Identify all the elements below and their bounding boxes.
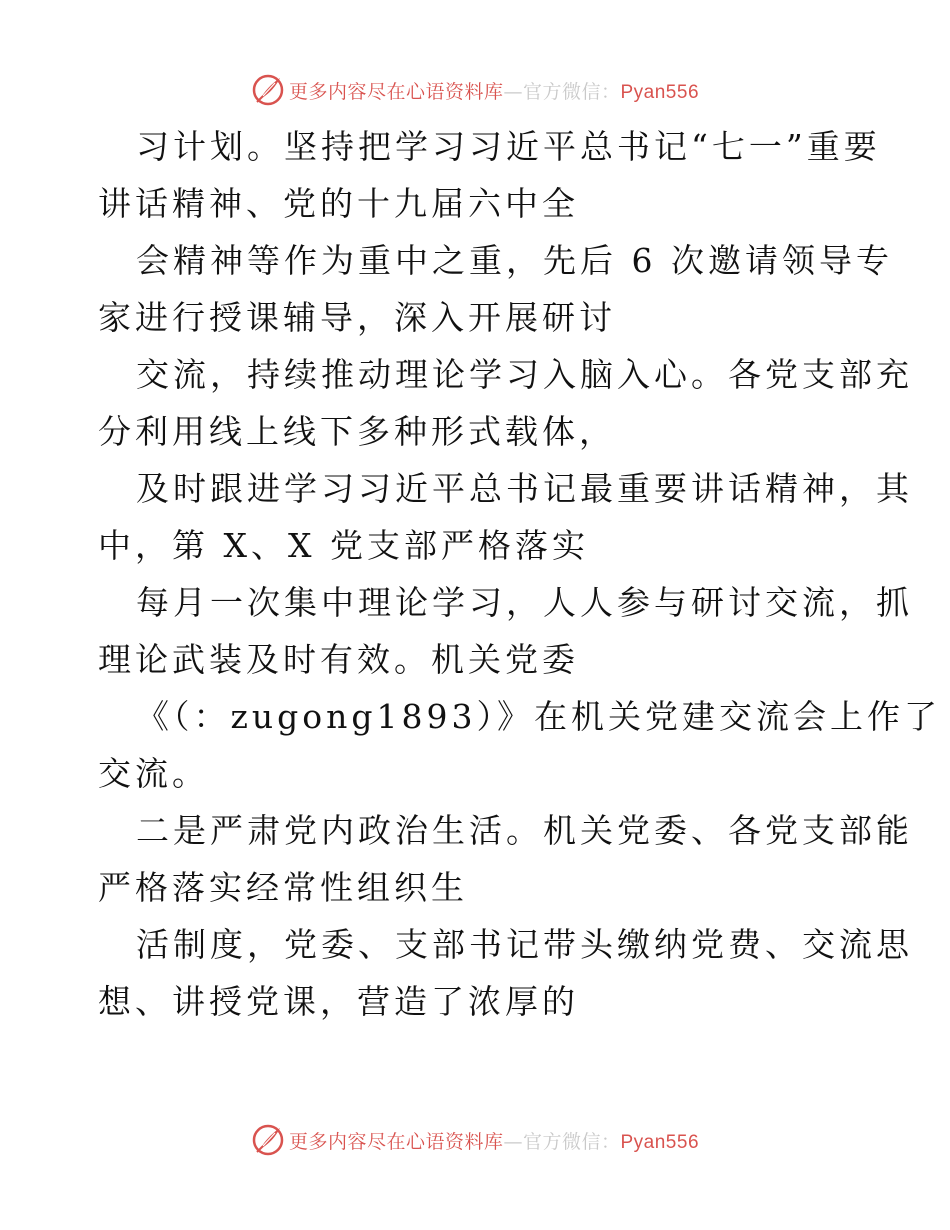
header-text (289, 77, 699, 104)
text-line: 讲话精神、党的十九届六中全 (98, 184, 579, 223)
text-line: 中，第 X、X 党支部严格落实 (98, 526, 589, 565)
header-wechat-label: 官方微信： (522, 80, 621, 103)
footer-text (289, 1127, 699, 1154)
footer-watermark (0, 1120, 950, 1160)
header-dash: — (503, 80, 523, 103)
text-line: 活制度，党委、支部书记带头缴纳党费、交流思 (136, 925, 913, 964)
text-line: 家进行授课辅导，深入开展研讨 (98, 298, 616, 337)
text-line: 及时跟进学习习近平总书记最重要讲话精神，其 (136, 469, 913, 508)
header-brand: 更多内容尽在心语资料库 (288, 80, 504, 103)
footer-wechat-id: Pyan556 (620, 1131, 700, 1153)
header-wechat-id: Pyan556 (620, 81, 700, 103)
text-line: 《（：zugong1893）》在机关党建交流会上作了 (136, 697, 941, 736)
text-line: 理论武装及时有效。机关党委 (98, 640, 579, 679)
text-line: 习计划。坚持把学习习近平总书记“七一”重要 (136, 127, 881, 166)
text-line: 会精神等作为重中之重，先后 6 次邀请领导专 (136, 241, 893, 280)
text-line: 二是严肃党内政治生活。机关党委、各党支部能 (136, 811, 913, 850)
footer-wechat-label: 官方微信： (522, 1130, 621, 1153)
body-text (98, 118, 941, 1030)
feather-logo-icon (251, 1123, 285, 1157)
text-line: 分利用线上线下多种形式载体， (98, 412, 616, 451)
footer-dash: — (503, 1130, 523, 1153)
text-line: 严格落实经常性组织生 (98, 868, 468, 907)
text-line: 想、讲授党课，营造了浓厚的 (98, 982, 579, 1021)
text-line: 交流，持续推动理论学习入脑入心。各党支部充 (136, 355, 913, 394)
text-line: 交流。 (98, 754, 209, 793)
header-watermark (0, 70, 950, 110)
footer-brand: 更多内容尽在心语资料库 (288, 1130, 504, 1153)
feather-logo-icon (251, 73, 285, 107)
text-line: 每月一次集中理论学习，人人参与研讨交流，抓 (136, 583, 913, 622)
